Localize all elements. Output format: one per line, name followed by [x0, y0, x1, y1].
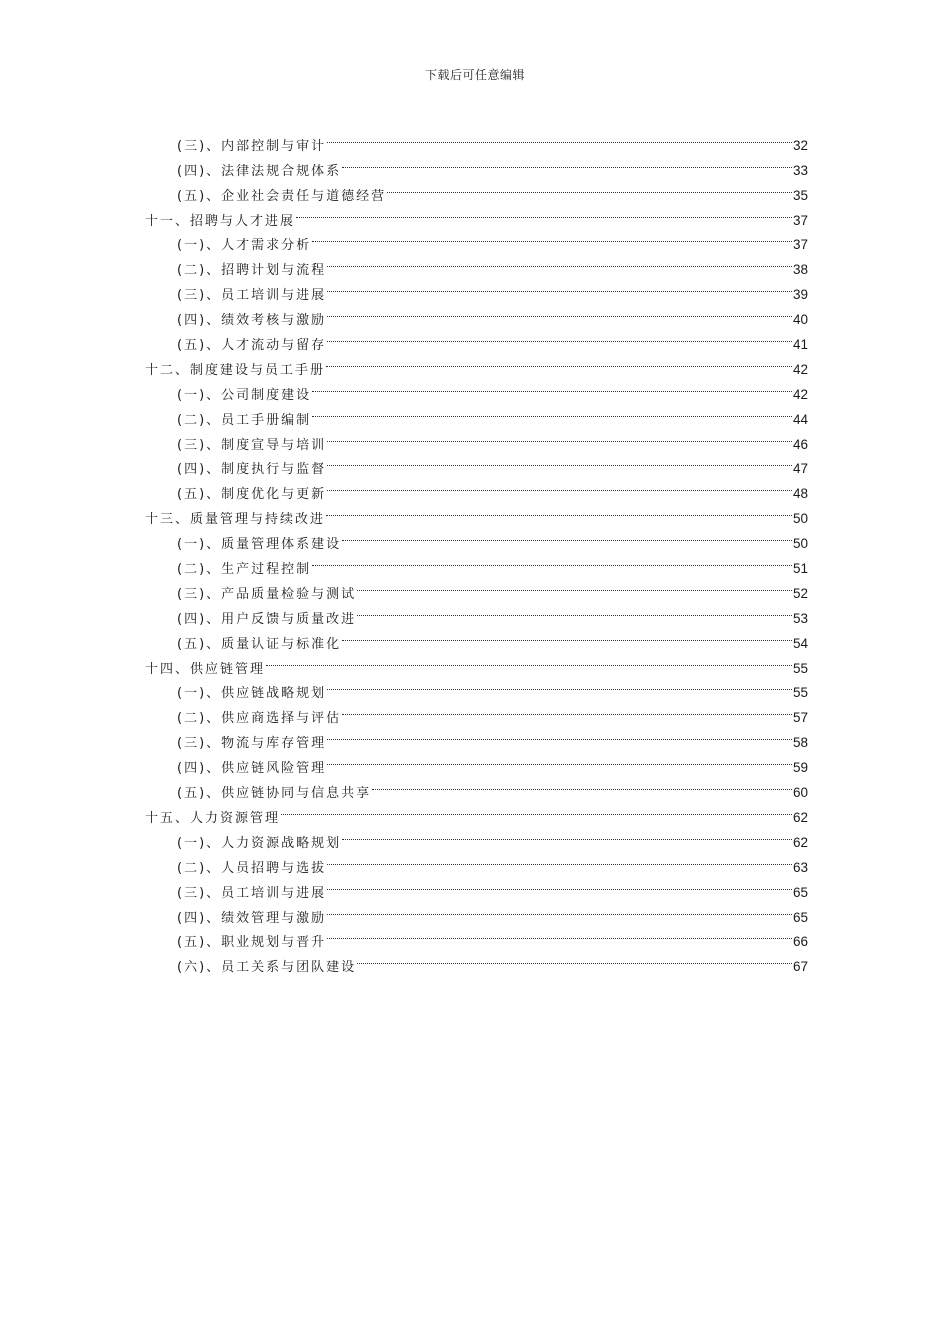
toc-entry-title: (四)、绩效管理与激励	[177, 910, 327, 926]
toc-dot-leader	[327, 125, 792, 150]
toc-page-number: 53	[792, 610, 808, 626]
toc-entry-title: (三)、制度宣导与培训	[177, 437, 327, 453]
toc-page-number: 40	[792, 312, 808, 328]
toc-page-number: 59	[792, 760, 808, 776]
toc-page-number: 60	[792, 785, 808, 801]
toc-dot-leader	[327, 722, 792, 747]
toc-entry-title: (五)、人才流动与留存	[177, 338, 327, 354]
toc-entry-title: (一)、公司制度建设	[177, 387, 312, 403]
table-of-contents	[145, 125, 808, 976]
toc-page-number: 44	[792, 411, 808, 427]
toc-entry-title: (一)、人才需求分析	[177, 238, 312, 254]
toc-page-number: 67	[792, 959, 808, 975]
toc-page-number: 66	[792, 934, 808, 950]
toc-dot-leader	[281, 797, 792, 822]
toc-page-number: 52	[792, 585, 808, 601]
toc-page-number: 33	[792, 162, 808, 178]
toc-page-number: 47	[792, 461, 808, 477]
toc-page-number: 39	[792, 287, 808, 303]
toc-dot-leader	[327, 449, 792, 474]
toc-entry-title: (四)、制度执行与监督	[177, 462, 327, 478]
toc-page-number: 42	[792, 386, 808, 402]
toc-entry-title: (三)、员工培训与进展	[177, 288, 327, 304]
toc-entry-title: 十二、制度建设与员工手册	[145, 362, 326, 378]
toc-dot-leader	[342, 523, 792, 548]
toc-dot-leader	[327, 299, 792, 324]
toc-dot-leader	[327, 847, 792, 872]
toc-page-number: 62	[792, 809, 808, 825]
toc-dot-leader	[312, 225, 792, 250]
toc-page-number: 51	[792, 561, 808, 577]
toc-page-number: 57	[792, 710, 808, 726]
toc-dot-leader	[327, 249, 792, 274]
toc-entry-title: (二)、员工手册编制	[177, 412, 312, 428]
toc-page-number: 35	[792, 187, 808, 203]
toc-dot-leader	[357, 573, 792, 598]
toc-dot-leader	[312, 374, 792, 399]
toc-dot-leader	[326, 498, 792, 523]
toc-dot-leader	[357, 946, 792, 971]
toc-entry-title: (五)、供应链协同与信息共享	[177, 786, 372, 802]
toc-page-number: 54	[792, 635, 808, 651]
toc-dot-leader	[342, 697, 792, 722]
toc-dot-leader	[327, 673, 792, 698]
toc-page-number: 50	[792, 511, 808, 527]
toc-entry-title: (一)、供应链战略规划	[177, 686, 327, 702]
toc-entry-title: (二)、生产过程控制	[177, 562, 312, 578]
toc-dot-leader	[296, 200, 792, 225]
toc-page-number: 41	[792, 337, 808, 353]
toc-entry-title: (五)、质量认证与标准化	[177, 636, 342, 652]
toc-dot-leader	[327, 473, 792, 498]
toc-page-number: 65	[792, 884, 808, 900]
toc-dot-leader	[372, 772, 792, 797]
toc-page-number: 48	[792, 486, 808, 502]
toc-entry-title: (二)、人员招聘与选拔	[177, 860, 327, 876]
toc-entry-title: (五)、职业规划与晋升	[177, 935, 327, 951]
toc-dot-leader	[266, 648, 792, 673]
toc-entry-title: (一)、人力资源战略规划	[177, 835, 342, 851]
toc-dot-leader	[342, 822, 792, 847]
toc-dot-leader	[342, 623, 792, 648]
toc-entry-title: 十三、质量管理与持续改进	[145, 512, 326, 528]
toc-page-number: 46	[792, 436, 808, 452]
toc-entry-title: (三)、员工培训与进展	[177, 885, 327, 901]
toc-dot-leader	[312, 399, 792, 424]
toc-section-entry[interactable]	[145, 125, 808, 154]
toc-page-number: 63	[792, 859, 808, 875]
toc-dot-leader	[327, 747, 792, 772]
toc-page-number: 65	[792, 909, 808, 925]
toc-dot-leader	[312, 548, 792, 573]
toc-page-number: 37	[792, 237, 808, 253]
toc-dot-leader	[327, 324, 792, 349]
toc-entry-title: 十五、人力资源管理	[145, 810, 281, 826]
toc-page-number: 55	[792, 685, 808, 701]
toc-entry-title: (六)、员工关系与团队建设	[177, 960, 357, 976]
toc-dot-leader	[387, 175, 792, 200]
toc-entry-title: (二)、供应商选择与评估	[177, 711, 342, 727]
toc-page-number: 55	[792, 660, 808, 676]
toc-entry-title: (三)、物流与库存管理	[177, 736, 327, 752]
toc-dot-leader	[327, 872, 792, 897]
toc-entry-title: (三)、产品质量检验与测试	[177, 586, 357, 602]
toc-page-number: 42	[792, 361, 808, 377]
toc-dot-leader	[327, 424, 792, 449]
toc-page-number: 62	[792, 834, 808, 850]
toc-dot-leader	[342, 150, 792, 175]
toc-page-number: 38	[792, 262, 808, 278]
toc-entry-title: (四)、用户反馈与质量改进	[177, 611, 357, 627]
toc-entry-title: (四)、供应链风险管理	[177, 761, 327, 777]
toc-entry-title: (五)、制度优化与更新	[177, 487, 327, 503]
toc-entry-title: (三)、内部控制与审计	[177, 138, 327, 154]
toc-page-number: 50	[792, 536, 808, 552]
toc-entry-title: 十四、供应链管理	[145, 661, 266, 677]
toc-page-number: 37	[792, 212, 808, 228]
toc-dot-leader	[327, 922, 792, 947]
toc-entry-title: (二)、招聘计划与流程	[177, 263, 327, 279]
toc-page-number: 32	[792, 137, 808, 153]
toc-dot-leader	[327, 897, 792, 922]
toc-entry-title: 十一、招聘与人才进展	[145, 213, 296, 229]
page-header: 下载后可任意编辑	[424, 68, 525, 82]
toc-entry-title: (五)、企业社会责任与道德经营	[177, 188, 387, 204]
toc-dot-leader	[326, 349, 792, 374]
toc-entry-title: (一)、质量管理体系建设	[177, 537, 342, 553]
toc-entry-title: (四)、法律法规合规体系	[177, 163, 342, 179]
toc-page-number: 58	[792, 735, 808, 751]
toc-dot-leader	[357, 598, 792, 623]
toc-entry-title: (四)、绩效考核与激励	[177, 313, 327, 329]
toc-dot-leader	[327, 274, 792, 299]
